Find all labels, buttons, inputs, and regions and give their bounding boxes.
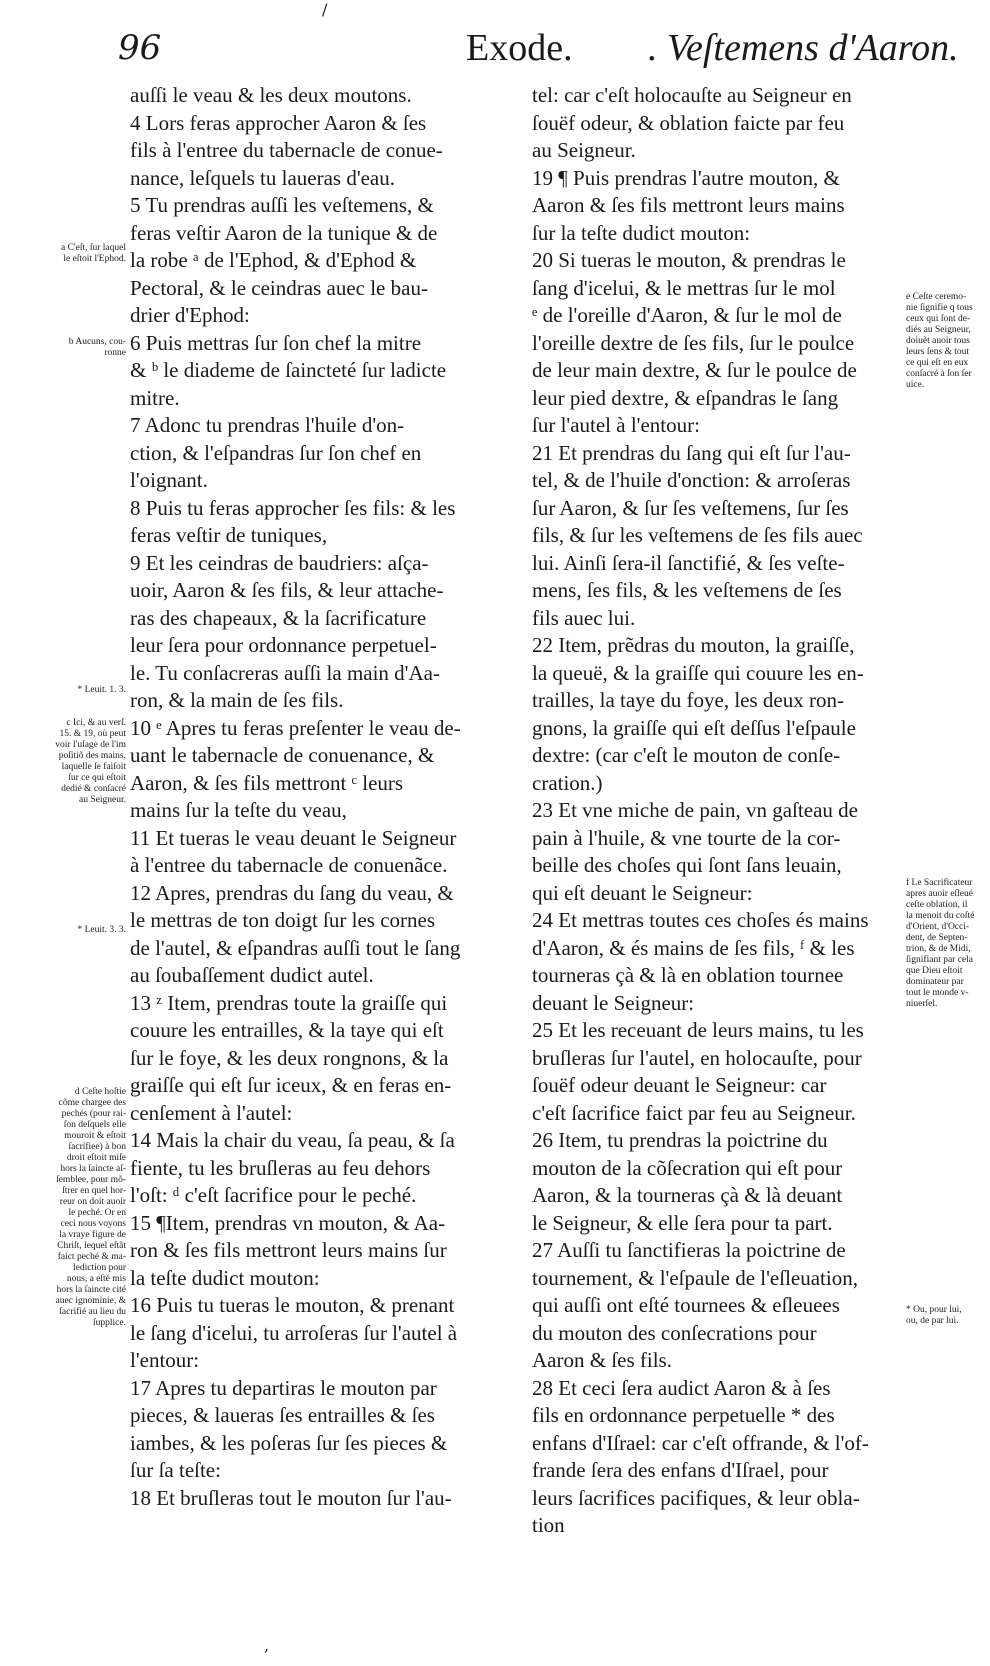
text-line: Aaron & ſes fils. <box>532 1348 672 1372</box>
margin-note-leuit-3 <box>40 925 126 936</box>
text-line: fils en ordonnance perpetuelle * des <box>532 1403 835 1427</box>
text-line: fils à l'entree du tabernacle de conue- <box>130 138 443 162</box>
text-line: tournement, & l'eſpaule de l'eſleuation, <box>532 1265 858 1290</box>
text-line: 16 Puis tu tueras le mouton, & prenant <box>130 1293 455 1317</box>
text-line: fils auec lui. <box>532 605 636 630</box>
note-line: ſur ce qui eſtoit <box>68 773 126 783</box>
note-line: ſon deſquels elle <box>63 1120 126 1130</box>
page-header <box>0 18 990 78</box>
text-line: feras veſtir de tuniques, <box>130 523 328 547</box>
text-line: 22 Item, prẽdras du mouton, la graiſſe, <box>532 633 855 657</box>
print-mark: / <box>322 0 328 19</box>
text-line: 12 Apres, prendras du ſang du veau, & <box>130 880 454 905</box>
note-line: e Ceſte ceremo- <box>906 292 967 302</box>
text-line: qui eſt deuant le Seigneur: <box>532 880 753 905</box>
text-line: & ᵇ le diademe de ſaincteté ſur ladicte <box>130 358 447 382</box>
text-line: 10 ᵉ Apres tu feras preſenter le veau de- <box>130 715 461 740</box>
text-line: lui. Ainſi ſera-il ſanctifié, & ſes veſte- <box>532 550 845 575</box>
text-line: ras des chapeaux, & la ſacrificature <box>130 605 427 630</box>
text-line: couure les entrailles, & la taye qui eſt <box>130 1018 444 1042</box>
text-line: ron, & la main de ſes fils. <box>130 688 344 712</box>
text-line: la queuë, & la graiſſe qui couure les en- <box>532 660 864 685</box>
note-line: lediction pour <box>72 1263 126 1273</box>
book-title: Exode. <box>466 27 573 69</box>
note-line: que Dieu eſtoit <box>906 966 963 976</box>
text-line: 23 Et vne miche de pain, vn gaſteau de <box>532 798 858 822</box>
note-line: niuerſel. <box>906 999 938 1009</box>
text-line: Aaron, & ſes fils mettront ᶜ leurs <box>130 770 404 795</box>
note-line: voir l'uſage de l'im <box>55 740 126 750</box>
text-line: 6 Puis mettras ſur ſon chef la mitre <box>130 330 422 355</box>
text-line: du mouton des conſecrations pour <box>532 1320 817 1345</box>
text-line: l'oignant. <box>130 468 208 492</box>
text-line: ſur Aaron, & ſur ſes veſtemens, ſur ſes <box>532 495 849 520</box>
note-line: ceſte oblation, il <box>906 900 968 910</box>
text-line: 4 Lors feras approcher Aaron & ſes <box>130 110 427 135</box>
text-line: 8 Puis tu feras approcher ſes fils: & les <box>130 495 456 520</box>
text-line: leurs ſacrifices pacifiques, & leur obla- <box>532 1485 860 1510</box>
text-line: d'Aaron, & és mains de ſes fils, ᶠ & les <box>532 935 855 960</box>
note-line: reur on doit auoir <box>59 1197 126 1207</box>
note-line: dedié & conſacré <box>61 784 126 794</box>
text-line: au Seigneur. <box>532 138 636 162</box>
text-line: leur ſera pour ordonnance perpetuel- <box>130 633 437 657</box>
text-line: graiſſe qui eſt ſur iceux, & en feras en- <box>130 1073 452 1097</box>
text-line: frande ſera des enfans d'Iſrael, pour <box>532 1458 829 1482</box>
margin-note-leuit-1 <box>40 685 126 696</box>
note-line: le eſtoit l'Ephod. <box>63 254 126 264</box>
text-line: pain à l'huile, & vne tourte de la cor- <box>532 825 841 850</box>
margin-note-a <box>40 243 126 265</box>
note-line: * Leuit. 3. 3. <box>77 925 126 935</box>
note-line: ceux qui ſont de- <box>906 314 971 324</box>
text-line: 24 Et mettras toutes ces choſes és mains <box>532 908 869 932</box>
note-line: apres auoir eſleué <box>906 889 973 899</box>
text-line: 13 ᶻ Item, prendras toute la graiſſe qui <box>130 990 448 1015</box>
text-line: 9 Et les ceindras de baudriers: aſça- <box>130 550 429 575</box>
text-line: ſur la teſte dudict mouton: <box>532 220 751 245</box>
text-line: ron & ſes fils mettront leurs mains ſur <box>130 1238 447 1262</box>
note-line: * Leuit. 1. 3. <box>77 685 126 695</box>
text-line: tel: car c'eſt holocauſte au Seigneur en <box>532 83 852 107</box>
text-line: au ſoubaſſement dudict autel. <box>130 963 374 987</box>
note-line: auec ignominie, & <box>55 1296 126 1306</box>
text-line: mouton de la cõſecration qui eſt pour <box>532 1155 843 1180</box>
margin-note-f <box>906 878 984 1010</box>
note-line: ſemblee, pour mõ- <box>56 1175 126 1185</box>
note-line: tout le monde v- <box>906 988 969 998</box>
text-line: de l'autel, & eſpandras auſſi tout le ſang <box>130 935 461 960</box>
running-title: . Veſtemens d'Aaron. <box>648 27 959 69</box>
text-line: enfans d'Iſrael: car c'eſt offrande, & l'of- <box>532 1430 869 1455</box>
text-line: le. Tu conſacreras auſſi la main d'Aa- <box>130 660 440 685</box>
text-line: ſur ſa teſte: <box>130 1458 221 1482</box>
text-line: auſſi le veau & les deux moutons. <box>130 83 412 107</box>
note-line: 15. & 19, où peut <box>59 729 126 739</box>
note-line: a C'eſt, ſur laquel <box>60 243 126 253</box>
note-line: ſignifiant par cela <box>906 955 973 965</box>
text-line: drier d'Ephod: <box>130 303 250 327</box>
text-line: 28 Et ceci ſera audict Aaron & à ſes <box>532 1375 831 1400</box>
text-line: 18 Et bruſleras tout le mouton ſur l'au- <box>130 1485 452 1510</box>
text-line: qui auſſi ont eſté tournees & eſleuees <box>532 1293 840 1317</box>
text-line: ſang d'icelui, & le mettras ſur le mol <box>532 275 836 300</box>
margin-note-e <box>906 292 984 391</box>
text-line: cration.) <box>532 770 603 795</box>
margin-note-d <box>40 1087 126 1329</box>
note-line: ronne <box>104 348 126 358</box>
text-line: dextre: (car c'eſt le mouton de conſe- <box>532 743 841 767</box>
note-line: doiuẽt auoir tous <box>906 336 970 346</box>
note-line: dominateur par <box>906 977 964 987</box>
text-line: 27 Auſſi tu ſanctifieras la poictrine de <box>532 1238 846 1262</box>
note-line: droit eſtoit miſe <box>66 1153 126 1163</box>
note-line: cõme chargee des <box>58 1098 126 1108</box>
note-line: d Ceſte hoſtie <box>74 1087 126 1097</box>
note-line: ce qui eſt en eux <box>906 358 969 368</box>
text-line: ſouëf odeur, & oblation faicte par feu <box>532 110 845 135</box>
note-line: b Aucuns, cou- <box>68 337 126 347</box>
text-line: fiente, tu les bruſleras au feu dehors <box>130 1155 431 1180</box>
text-line: tel, & de l'huile d'onction: & arroſeras <box>532 468 851 492</box>
text-line: la robe ᵃ de l'Ephod, & d'Ephod & <box>130 248 417 272</box>
note-line: dent, de Septen- <box>906 933 968 943</box>
text-line: à l'entree du tabernacle de conuenãce. <box>130 853 448 877</box>
note-line: mouroit & eſtoit <box>64 1131 126 1141</box>
text-line: cenſement à l'autel: <box>130 1100 293 1125</box>
note-line: conſacré à ſon ſer <box>906 369 972 379</box>
note-line: ou, de par lui. <box>906 1316 959 1326</box>
margin-note-ou <box>906 1305 984 1327</box>
note-line: d'Orient, d'Occi- <box>906 922 970 932</box>
text-line: la teſte dudict mouton: <box>130 1265 320 1290</box>
text-line: c'eſt ſacrifice faict par feu au Seigneur. <box>532 1100 856 1125</box>
text-line: bruſleras ſur l'autel, en holocauſte, pour <box>532 1045 862 1070</box>
text-line: 5 Tu prendras auſſi les veſtemens, & <box>130 193 434 217</box>
text-line: 7 Adonc tu prendras l'huile d'on- <box>130 413 405 437</box>
text-line: fils, & ſur les veſtemens de ſes fils auec <box>532 523 863 547</box>
text-line: beille des choſes qui ſont ſans leuain, <box>532 853 842 877</box>
text-line: 17 Apres tu departiras le mouton par <box>130 1375 437 1400</box>
note-line: ceci nous voyons <box>60 1219 126 1229</box>
text-line: le Seigneur, & elle ſera pour ta part. <box>532 1210 833 1235</box>
text-line: 14 Mais la chair du veau, ſa peau, & ſa <box>130 1128 455 1152</box>
note-line: la menoit du coſté <box>906 911 975 921</box>
text-line: le ſang d'icelui, tu arroſeras ſur l'autel à <box>130 1320 458 1345</box>
note-line: leurs ſens & tout <box>906 347 970 357</box>
text-line: deuant le Seigneur: <box>532 990 695 1015</box>
note-line: poſitiõ des mains, <box>58 751 126 761</box>
note-line: c Ici, & au verſ. <box>66 718 126 728</box>
text-line: 11 Et tueras le veau deuant le Seigneur <box>130 825 457 850</box>
note-line: le peché. Or en <box>68 1208 126 1218</box>
note-line: nous, a eſté mis <box>66 1274 126 1284</box>
text-line: 26 Item, tu prendras la poictrine du <box>532 1128 828 1152</box>
text-line: Pectoral, & le ceindras auec le bau- <box>130 275 428 300</box>
text-line: uoir, Aaron & ſes fils, & leur attache- <box>130 578 444 602</box>
text-line: mains ſur la teſte du veau, <box>130 798 347 822</box>
note-line: ſupplice. <box>93 1318 126 1328</box>
note-line: ſacrifié au lieu du <box>59 1307 126 1317</box>
margin-note-b <box>40 337 126 359</box>
text-line: de leur main dextre, & ſur le poulce de <box>532 358 857 382</box>
note-line: hors la ſaincte aſ- <box>60 1164 126 1174</box>
text-line: tion <box>532 1513 565 1537</box>
note-line: ſtrer en quel hor- <box>62 1186 126 1196</box>
note-line: la vraye figure de <box>59 1230 126 1240</box>
note-line: au Seigneur. <box>79 795 126 805</box>
page-number: 96 <box>118 28 162 68</box>
text-line: nance, leſquels tu laueras d'eau. <box>130 165 396 190</box>
text-line: ᵉ de l'oreille d'Aaron, & ſur le mol de <box>532 303 842 327</box>
note-line: ſacrifiee) à bon <box>68 1142 126 1152</box>
note-line: nie ſignifie q tous <box>906 303 973 313</box>
text-line: feras veſtir Aaron de la tunique & de <box>130 220 438 245</box>
text-line: ſouëf odeur deuant le Seigneur: car <box>532 1073 827 1097</box>
text-line: le mettras de ton doigt ſur les cornes <box>130 908 436 932</box>
note-line: laquelle ſe faiſoit <box>61 762 126 772</box>
text-line: mens, ſes fils, & les veſtemens de ſes <box>532 578 842 602</box>
text-line: 21 Et prendras du ſang qui eſt ſur l'au- <box>532 440 851 465</box>
note-line: f Le Sacrificateur <box>906 878 973 888</box>
note-line: * Ou, pour lui, <box>906 1305 962 1315</box>
note-line: diés au Seigneur, <box>906 325 971 335</box>
note-line: uice. <box>906 380 925 390</box>
print-mark: , <box>264 1636 270 1655</box>
note-line: pechés (pour rai- <box>61 1109 126 1119</box>
text-line: l'entour: <box>130 1348 200 1372</box>
text-line: mitre. <box>130 385 180 410</box>
text-line: pieces, & laueras ſes entrailles & ſes <box>130 1403 435 1427</box>
text-line: Aaron & ſes fils mettront leurs mains <box>532 193 845 217</box>
text-line: 15 ¶Item, prendras vn mouton, & Aa- <box>130 1210 446 1235</box>
left-text-column <box>130 82 492 1512</box>
text-line: uant le tabernacle de conuenance, & <box>130 743 435 767</box>
text-line: ſur l'autel à l'entour: <box>532 413 700 437</box>
text-line: 20 Si tueras le mouton, & prendras le <box>532 248 846 272</box>
margin-note-c <box>40 718 126 806</box>
note-line: faict peché & ma- <box>57 1252 126 1262</box>
note-line: trion, & de Midi, <box>906 944 971 954</box>
note-line: Chriſt, lequel eſtãt <box>57 1241 126 1251</box>
text-line: 25 Et les receuant de leurs mains, tu les <box>532 1018 864 1042</box>
text-line: gnons, la graiſſe qui eſt deſſus l'eſpaule <box>532 715 856 740</box>
text-line: ſur le foye, & les deux rongnons, & la <box>130 1045 449 1070</box>
text-line: trailles, la taye du foye, les deux ron- <box>532 688 844 712</box>
text-line: leur pied dextre, & eſpandras le ſang <box>532 385 839 410</box>
text-line: 19 ¶ Puis prendras l'autre mouton, & <box>532 165 840 190</box>
right-text-column <box>532 82 900 1540</box>
text-line: ction, & l'eſpandras ſur ſon chef en <box>130 440 422 465</box>
text-line: Aaron, & la tourneras çà & là deuant <box>532 1183 843 1207</box>
text-line: iambes, & les poſeras ſur ſes pieces & <box>130 1430 448 1455</box>
text-line: tourneras çà & là en oblation tournee <box>532 963 844 987</box>
text-line: l'oſt: ᵈ c'eſt ſacrifice pour le peché. <box>130 1183 417 1207</box>
text-line: l'oreille dextre de ſes fils, ſur le poulce <box>532 330 855 355</box>
note-line: hors la ſaincte cité <box>56 1285 126 1295</box>
